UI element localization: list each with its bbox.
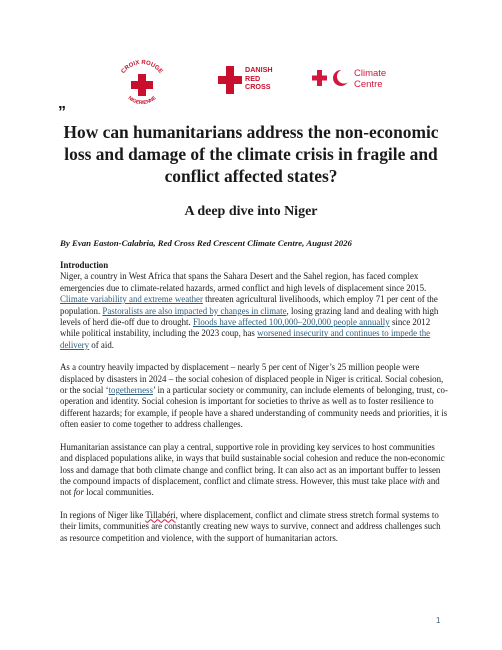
humanitarian-paragraph (60, 442, 448, 499)
byline: By Evan Easton-Calabria, Red Cross Red Crescent Climate Centre, August 2026 (60, 238, 352, 248)
niger-logo-bottom-text: NIGERIENNE (126, 95, 158, 106)
link-climate-variability[interactable]: Climate variability and extreme weather (60, 294, 203, 305)
paragraph-text: In regions of Niger like (60, 509, 146, 520)
danish-red-cross-wordmark (245, 66, 273, 92)
niger-red-cross-logo (112, 60, 172, 106)
spellcheck-word-tillaberi: Tillabéri (145, 509, 176, 520)
emphasis-with: with (409, 475, 425, 486)
link-floods[interactable]: Floods have affected 100,000–200,000 people annually (192, 317, 390, 328)
link-pastoralists[interactable]: Pastoralists are also impacted by changes in climate (102, 305, 287, 316)
intro-text: threaten agricultural livelihoods, which employ 71 per cent of the population. (60, 294, 438, 316)
intro-text: since 2012 while political instability, including the 2023 coup, has (60, 317, 431, 339)
paragraph-text: As a country heavily impacted by displacement – nearly 5 per cent of Niger’s 25 million people were displaced by disasters in 2024 – the social cohesion of displaced people in Niger is critical. Social cohesion, or the social ‘ (60, 362, 444, 396)
intro-text: of aid. (89, 339, 114, 350)
svg-text:CROIX ROUGE (121, 60, 164, 75)
logo-bar (0, 56, 502, 106)
red-cross-icon (218, 66, 242, 94)
climate-centre-logo (312, 68, 387, 94)
niger-red-cross-emblem-icon (112, 60, 172, 106)
tillaberi-paragraph (60, 510, 448, 544)
paragraph-text: local communities. (83, 487, 154, 498)
intro-heading: Introduction (60, 260, 109, 270)
link-insecurity[interactable]: worsened insecurity and continues to impede the delivery (60, 328, 431, 350)
paragraph-text: ’ in a particular society or community, can include elements of belonging, trust, co-operation and identity. Social cohesion is important for societies to thrive as well as to foster resilience to different hazards; for example, if people have a shared understanding of community needs and priorities, it is often easier to come together to address challenges. (60, 385, 448, 430)
paragraph-text: Humanitarian assistance can play a central, supportive role in providing key services to host communities and displaced populations alike, in ways that build sustainable social cohesion and reduce the non-economic loss and damage that both climate change and conflict bring. It can also act as an important buffer to lessen the compound impacts of displacement, conflict and climate stress. However, this must take place (60, 441, 445, 486)
cross-crescent-icon (312, 68, 350, 88)
centre-line: Centre (354, 79, 383, 90)
danish-red-cross-logo (218, 65, 273, 96)
intro-text: Niger, a country in West Africa that spans the Sahara Desert and the Sahel region, has faced complex emergencies due to climate-related hazards, armed conflict and high levels of displacement since 2015. (60, 271, 427, 293)
quote-mark: „ (58, 95, 66, 112)
climate-line: Climate (354, 68, 387, 79)
page-title: How can humanitarians address the non-economic loss and damage of the climate crisis in fragile and conflict affected states? (63, 122, 439, 186)
red-line: RED (245, 73, 261, 83)
emphasis-for: for (73, 487, 84, 498)
page-subtitle: A deep dive into Niger (184, 204, 318, 219)
paragraph-text: and not (60, 475, 440, 498)
intro-text: , losing grazing land and dealing with high levels of herd die-off due to drought. (60, 305, 439, 328)
svg-text:NIGERIENNE (127, 95, 158, 106)
danish-line: DANISH (245, 65, 273, 74)
page-number: 1 (436, 616, 441, 625)
niger-logo-top-text: CROIX ROUGE (120, 60, 164, 75)
paragraph-text: , where displacement, conflict and climate stress stretch formal systems to their limits, communities are constantly creating new ways to survive, connect and address challenges such as resource competition and violence, with the support of humanitarian actors. (60, 509, 441, 543)
link-togetherness[interactable]: togetherness (108, 385, 153, 396)
intro-paragraph (60, 260, 448, 351)
climate-centre-wordmark (354, 68, 386, 90)
cross-line: CROSS (245, 82, 271, 92)
displacement-paragraph (60, 362, 448, 430)
article-body (60, 260, 448, 555)
